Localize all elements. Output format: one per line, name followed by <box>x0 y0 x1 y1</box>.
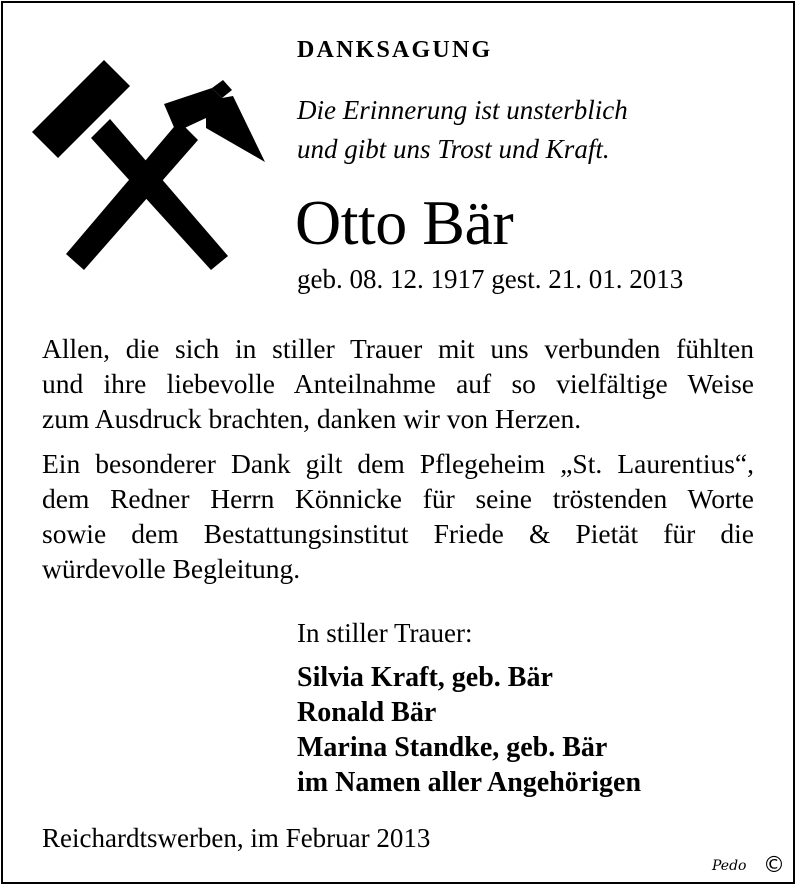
paragraph-line: zum Ausdruck brachten, danken wir von Herzen. <box>42 403 582 434</box>
publisher-credit: Pedo <box>712 858 747 874</box>
paragraph-line: sowie dem Bestattungsinstitut Friede & Pietät für die <box>42 518 754 549</box>
paragraph-line: Allen, die sich in stiller Trauer mit uns verbunden fühlten <box>42 333 754 364</box>
motto-line: und gibt uns Trost und Kraft. <box>297 134 610 164</box>
special-thanks-paragraph <box>42 446 754 586</box>
notice-heading: DANKSAGUNG <box>297 37 493 63</box>
crossed-hammers-icon <box>28 56 268 276</box>
thanks-paragraph <box>42 331 754 436</box>
family-member: Silvia Kraft, geb. Bär <box>297 662 553 693</box>
family-member: Marina Standke, geb. Bär <box>297 732 608 763</box>
motto-line: Die Erinnerung ist unsterblich <box>297 95 628 125</box>
mourning-signoff: In stiller Trauer: <box>297 618 473 648</box>
copyright-symbol: © <box>763 853 785 878</box>
paragraph-line: würdevolle Begleitung. <box>42 553 301 584</box>
life-dates: geb. 08. 12. 1917 gest. 21. 01. 2013 <box>297 264 684 294</box>
place-date: Reichardtswerben, im Februar 2013 <box>42 823 431 853</box>
family-member: Ronald Bär <box>297 697 437 728</box>
paragraph-line: dem Redner Herrn Könnicke für seine tröstenden Worte <box>42 483 754 514</box>
family-member: im Namen aller Angehörigen <box>297 767 642 798</box>
paragraph-line: Ein besonderer Dank gilt dem Pflegeheim „St. Laurentius“, <box>42 448 754 479</box>
paragraph-line: und ihre liebevolle Anteilnahme auf so vielfältige Weise <box>42 368 754 399</box>
family-list <box>297 660 641 800</box>
deceased-name: Otto Bär <box>295 187 514 258</box>
